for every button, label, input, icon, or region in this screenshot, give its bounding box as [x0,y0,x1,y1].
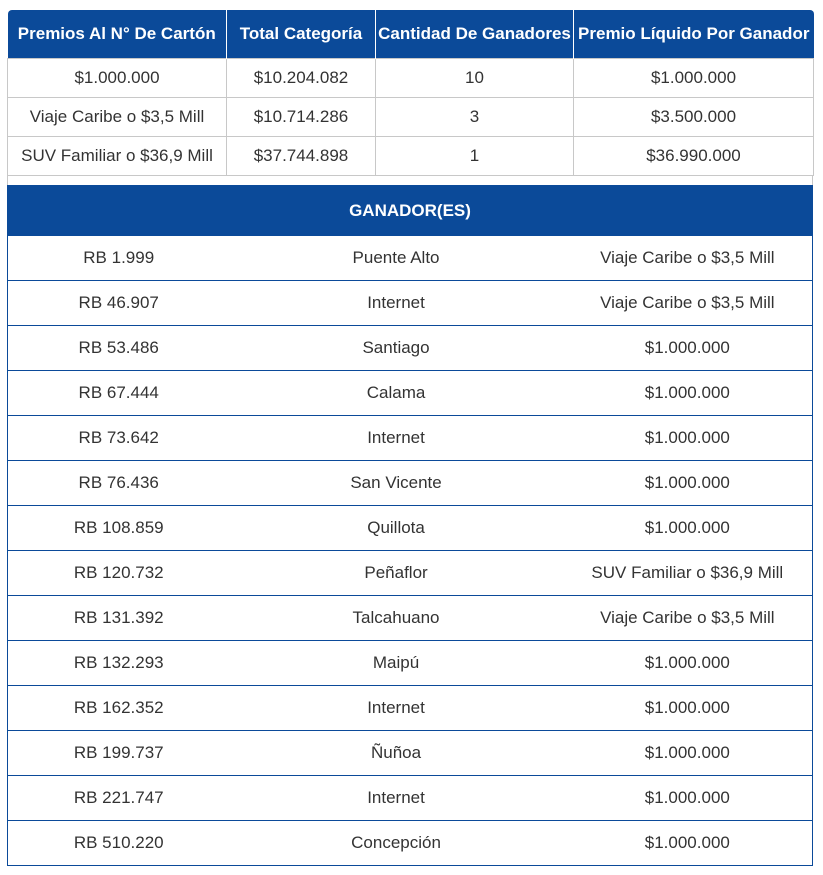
prize-cell: 3 [376,98,574,137]
winner-prize: $1.000.000 [644,383,730,402]
prize-cell: $10.204.082 [227,59,376,98]
prize-cell: $10.714.286 [227,98,376,137]
winner-location: Quillota [367,518,425,537]
winner-carton: RB 131.392 [73,608,164,627]
winner-row [8,595,812,640]
winner-carton: RB 120.732 [73,563,164,582]
winner-location: Santiago [362,338,430,357]
header-total-categoria: Total Categoría [227,10,376,59]
winner-location: Maipú [372,653,420,672]
winner-carton: RB 1.999 [83,248,155,267]
winner-prize: $1.000.000 [644,833,730,852]
winner-prize: SUV Familiar o $36,9 Mill [591,563,784,582]
winner-prize: Viaje Caribe o $3,5 Mill [600,293,775,312]
winner-row [8,730,812,775]
winner-prize: $1.000.000 [644,788,730,807]
prize-cell: $1.000.000 [8,59,227,98]
winner-carton: RB 510.220 [73,833,164,852]
winner-location: Calama [366,383,426,402]
winner-carton: RB 76.436 [78,473,159,492]
winner-row [8,460,812,505]
winner-carton: RB 132.293 [73,653,164,672]
winner-carton: RB 67.444 [78,383,159,402]
winner-location: Puente Alto [352,248,440,267]
winner-carton: RB 162.352 [73,698,164,717]
winner-location: Peñaflor [364,563,428,582]
winner-row [8,685,812,730]
winners-list [7,236,813,866]
winner-location: Internet [367,428,425,447]
winner-row [8,325,812,370]
prize-cell: $3.500.000 [574,98,814,137]
winner-location: Internet [367,698,425,717]
prize-cell: $36.990.000 [574,137,814,176]
winner-location: Talcahuano [352,608,440,627]
winner-carton: RB 46.907 [78,293,159,312]
winner-prize: Viaje Caribe o $3,5 Mill [600,608,775,627]
prize-cell: Viaje Caribe o $3,5 Mill [8,98,227,137]
winner-carton: RB 199.737 [73,743,164,762]
winner-row [8,370,812,415]
winner-prize: $1.000.000 [644,473,730,492]
prize-row [8,59,814,98]
prize-cell: $1.000.000 [574,59,814,98]
winner-prize: $1.000.000 [644,518,730,537]
prize-cell: 1 [376,137,574,176]
prize-table [7,10,814,176]
prize-cell: 10 [376,59,574,98]
prize-row [8,98,814,137]
winner-location: Concepción [351,833,441,852]
prize-cell: SUV Familiar o $36,9 Mill [8,137,227,176]
winner-row [8,550,812,595]
results-container [7,10,813,866]
winner-row [8,820,812,865]
winner-prize: $1.000.000 [644,338,730,357]
winner-row [8,640,812,685]
winner-location: Internet [367,293,425,312]
table-spacer [7,176,813,185]
winner-carton: RB 221.747 [73,788,164,807]
prize-table-header-row [8,10,814,59]
prize-cell: $37.744.898 [227,137,376,176]
winners-header: GANADOR(ES) [7,185,813,236]
header-cantidad-ganadores: Cantidad De Ganadores [376,10,574,59]
winner-prize: $1.000.000 [644,653,730,672]
winner-prize: $1.000.000 [644,743,730,762]
winner-row [8,280,812,325]
header-premios: Premios Al N° De Cartón [8,10,227,59]
winner-row [8,775,812,820]
header-premio-liquido: Premio Líquido Por Ganador [574,10,814,59]
winner-prize: $1.000.000 [644,428,730,447]
prize-row [8,137,814,176]
winner-row [8,236,812,280]
winner-prize: $1.000.000 [644,698,730,717]
winner-carton: RB 108.859 [73,518,164,537]
winner-carton: RB 73.642 [78,428,159,447]
winner-row [8,505,812,550]
winner-location: Internet [367,788,425,807]
winner-location: San Vicente [350,473,442,492]
winner-carton: RB 53.486 [78,338,159,357]
winner-location: Ñuñoa [370,743,422,762]
winner-row [8,415,812,460]
winner-prize: Viaje Caribe o $3,5 Mill [600,248,775,267]
